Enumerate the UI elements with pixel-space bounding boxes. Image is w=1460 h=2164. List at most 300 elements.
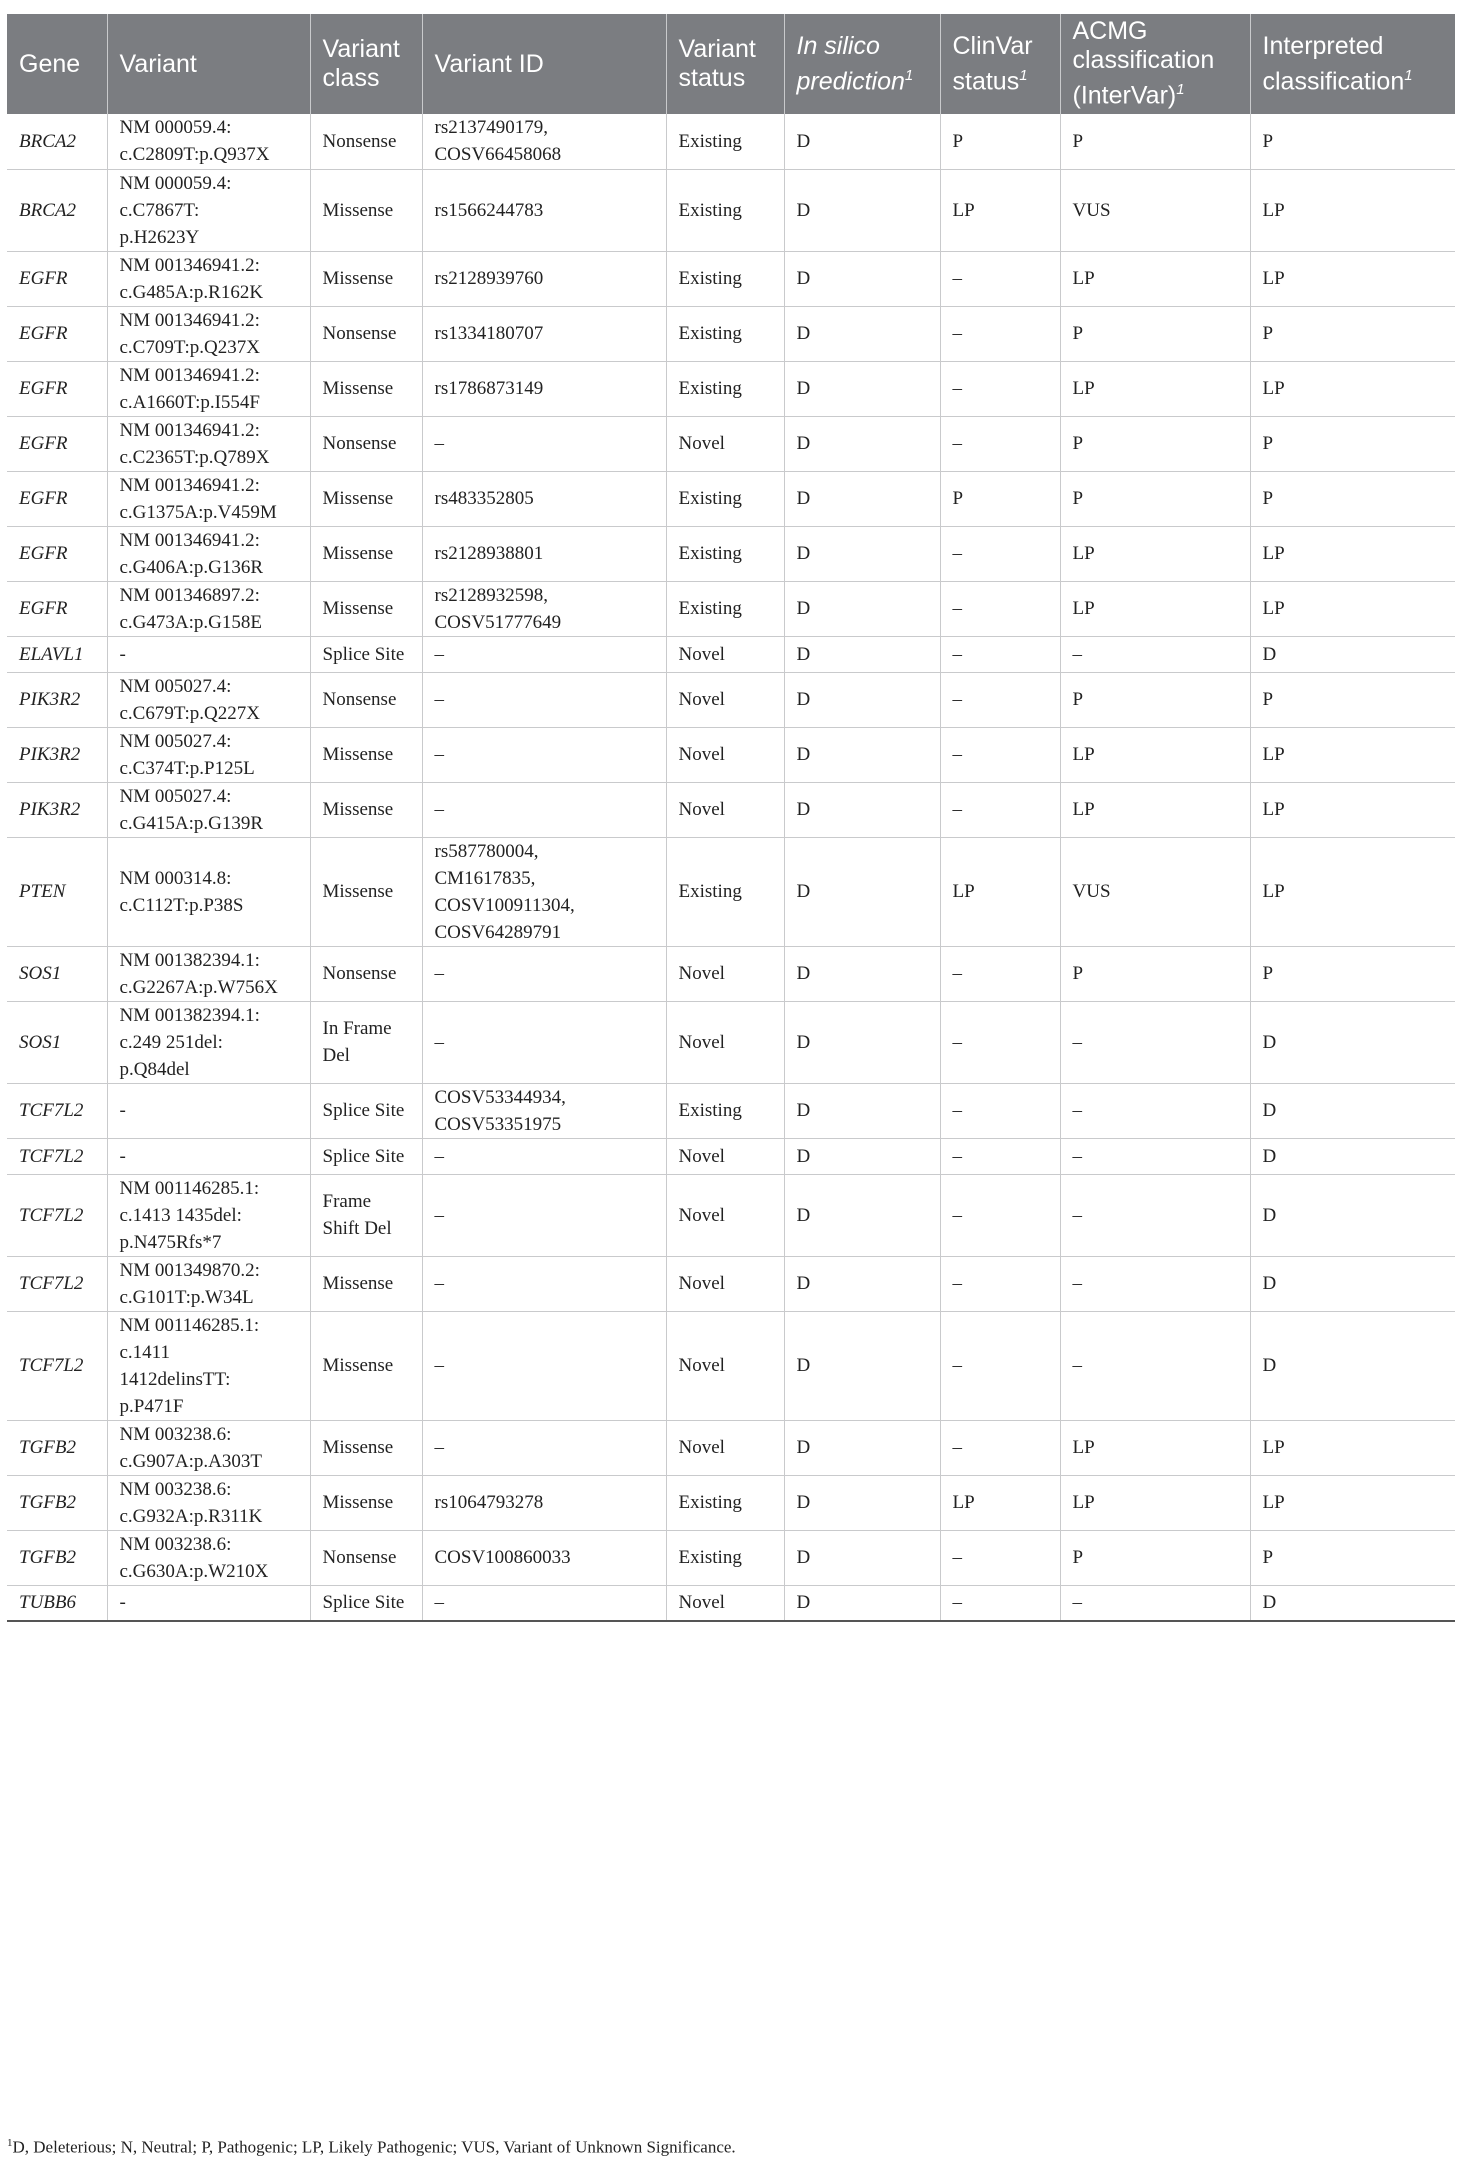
variant-cell (107, 169, 310, 251)
gene-cell: EGFR (7, 251, 107, 306)
variant-id-cell (422, 1420, 666, 1475)
variant-id-cell-line: – (434, 744, 444, 765)
gene-cell: PIK3R2 (7, 727, 107, 782)
variant-cell-line: - (119, 1592, 126, 1614)
variant-status-cell: Existing (666, 361, 784, 416)
variant-id-cell (422, 1256, 666, 1311)
gene-cell: EGFR (7, 416, 107, 471)
variant-cell-line: - (119, 643, 126, 665)
clinvar-cell: – (940, 636, 1060, 672)
variant-id-cell (422, 1530, 666, 1585)
variant-cell (107, 581, 310, 636)
acmg-cell: – (1060, 1585, 1250, 1621)
variant-id-cell-line: – (434, 643, 444, 665)
variant-class-cell-line: Missense (322, 488, 394, 509)
variant-cell-line: - (119, 1100, 126, 1121)
acmg-cell: P (1060, 416, 1250, 471)
variant-id-cell-line: – (434, 689, 444, 710)
variant-class-cell-line: Missense (322, 1437, 394, 1458)
variant-class-cell (310, 1138, 422, 1174)
acmg-cell: P (1060, 306, 1250, 361)
header-variant: Variant (107, 14, 310, 114)
variant-cell-line: c.1411 (119, 1341, 170, 1363)
variant-status-cell: Existing (666, 169, 784, 251)
variant-cell-line: c.G101T:p.W34L (119, 1286, 254, 1308)
variant-class-cell (310, 1420, 422, 1475)
variant-status-cell: Novel (666, 727, 784, 782)
variant-class-cell (310, 1001, 422, 1083)
variant-cell-line: NM 005027.4: (119, 730, 232, 752)
variant-status-cell: Novel (666, 672, 784, 727)
clinvar-cell: – (940, 251, 1060, 306)
variant-cell-line: NM 005027.4: (119, 675, 232, 697)
variant-cell-line: p.P471F (119, 1395, 184, 1417)
interpreted-cell: D (1250, 636, 1455, 672)
header-variant-status: Variant status (666, 14, 784, 114)
in-silico-cell: D (784, 782, 940, 837)
clinvar-cell: LP (940, 837, 1060, 946)
variant-status-cell: Novel (666, 636, 784, 672)
variant-id-cell (422, 1311, 666, 1420)
clinvar-cell: – (940, 306, 1060, 361)
interpreted-cell: P (1250, 416, 1455, 471)
gene-cell: TCF7L2 (7, 1256, 107, 1311)
table-row (7, 416, 1455, 471)
acmg-cell: P (1060, 672, 1250, 727)
variant-class-cell (310, 471, 422, 526)
variant-cell-line: NM 005027.4: (119, 785, 232, 807)
in-silico-cell: D (784, 1311, 940, 1420)
variant-cell-line: c.A1660T:p.I554F (119, 391, 260, 413)
acmg-cell: LP (1060, 526, 1250, 581)
variant-cell (107, 471, 310, 526)
variant-status-cell: Existing (666, 526, 784, 581)
clinvar-cell: P (940, 471, 1060, 526)
variant-class-cell-line: Missense (322, 268, 394, 289)
clinvar-cell: – (940, 782, 1060, 837)
variant-id-cell (422, 471, 666, 526)
gene-cell: PIK3R2 (7, 782, 107, 837)
interpreted-cell: P (1250, 471, 1455, 526)
variant-cell-line: c.G415A:p.G139R (119, 812, 264, 834)
in-silico-cell: D (784, 1083, 940, 1138)
variant-class-cell-line: Frame (322, 1191, 372, 1212)
variant-cell-line: NM 003238.6: (119, 1478, 232, 1500)
variant-cell-line: c.C709T:p.Q237X (119, 336, 260, 358)
clinvar-cell: LP (940, 169, 1060, 251)
header-clinvar: ClinVar status$^1$ (940, 14, 1060, 114)
variant-cell (107, 526, 310, 581)
variant-class-cell-line: Nonsense (322, 130, 397, 152)
variant-class-cell-line: Splice Site (322, 1145, 405, 1167)
variant-status-cell: Novel (666, 1585, 784, 1621)
table-row (7, 782, 1455, 837)
in-silico-cell: D (784, 471, 940, 526)
variant-id-cell (422, 361, 666, 416)
acmg-cell: P (1060, 1530, 1250, 1585)
variant-id-cell-line: – (434, 1592, 444, 1614)
variant-id-cell (422, 1138, 666, 1174)
variant-class-cell (310, 837, 422, 946)
acmg-cell: – (1060, 1311, 1250, 1420)
variant-class-cell (310, 1256, 422, 1311)
table-row (7, 169, 1455, 251)
variant-class-cell-line: Nonsense (322, 323, 397, 344)
acmg-cell: – (1060, 1001, 1250, 1083)
acmg-cell: LP (1060, 361, 1250, 416)
table-row (7, 581, 1455, 636)
interpreted-cell: D (1250, 1174, 1455, 1256)
variant-cell-line: c.C112T:p.P38S (119, 894, 244, 916)
variant-class-cell (310, 946, 422, 1001)
variant-id-cell-line: rs1566244783 (434, 199, 544, 221)
variant-class-cell-line: Missense (322, 1355, 394, 1376)
header-variant-class: Variant class (310, 14, 422, 114)
acmg-cell: – (1060, 1083, 1250, 1138)
table-row (7, 1174, 1455, 1256)
variant-cell (107, 1311, 310, 1420)
variant-cell-line: NM 001346941.2: (119, 254, 260, 276)
acmg-cell: LP (1060, 1475, 1250, 1530)
variant-cell-line: c.G1375A:p.V459M (119, 501, 277, 523)
table-row (7, 636, 1455, 672)
gene-cell: BRCA2 (7, 114, 107, 169)
variant-status-cell: Novel (666, 416, 784, 471)
table-row (7, 672, 1455, 727)
variant-class-cell (310, 636, 422, 672)
variant-status-cell: Novel (666, 1420, 784, 1475)
clinvar-cell: – (940, 1001, 1060, 1083)
in-silico-cell: D (784, 1585, 940, 1621)
acmg-cell: P (1060, 114, 1250, 169)
table-row (7, 526, 1455, 581)
table-row (7, 727, 1455, 782)
variant-class-cell (310, 672, 422, 727)
variant-class-cell (310, 1475, 422, 1530)
variant-cell-line: NM 001382394.1: (119, 1004, 260, 1026)
variant-status-cell: Existing (666, 1083, 784, 1138)
clinvar-cell: LP (940, 1475, 1060, 1530)
gene-cell: ELAVL1 (7, 636, 107, 672)
table-footnote: $^1$D, Deleterious; N, Neutral; P, Pathogenic; LP, Likely Pathogenic; VUS, Variant of Unknown Significance. (7, 2137, 736, 2157)
variant-class-cell-line: In Frame (322, 1018, 392, 1039)
variant-status-cell: Novel (666, 1138, 784, 1174)
in-silico-cell: D (784, 1174, 940, 1256)
variant-cell-line: c.C2365T:p.Q789X (119, 446, 270, 468)
variant-cell-line: 1412delinsTT: (119, 1368, 231, 1390)
variant-id-cell-line: – (434, 1355, 444, 1376)
header-in-silico: In silico prediction$^1$ (784, 14, 940, 114)
gene-cell: EGFR (7, 581, 107, 636)
clinvar-cell: – (940, 1083, 1060, 1138)
variant-class-cell (310, 727, 422, 782)
acmg-cell: LP (1060, 1420, 1250, 1475)
interpreted-cell: LP (1250, 361, 1455, 416)
interpreted-cell: D (1250, 1083, 1455, 1138)
clinvar-cell: – (940, 672, 1060, 727)
variant-class-cell (310, 1530, 422, 1585)
variant-id-cell (422, 837, 666, 946)
clinvar-cell: – (940, 581, 1060, 636)
variant-cell-line: NM 001346941.2: (119, 419, 260, 441)
in-silico-cell: D (784, 727, 940, 782)
clinvar-cell: – (940, 727, 1060, 782)
variant-id-cell-line: COSV100860033 (434, 1547, 571, 1568)
in-silico-cell: D (784, 1001, 940, 1083)
variant-cell-line: NM 003238.6: (119, 1533, 232, 1555)
variant-cell (107, 946, 310, 1001)
header-acmg: ACMG classification (InterVar)$^1$ (1060, 14, 1250, 114)
variant-cell-line: NM 001346941.2: (119, 309, 260, 331)
variant-class-cell-line: Shift Del (322, 1218, 392, 1239)
variant-class-cell (310, 782, 422, 837)
table-row (7, 1530, 1455, 1585)
variant-status-cell: Novel (666, 1174, 784, 1256)
variant-cell-line: NM 001346941.2: (119, 474, 260, 496)
variant-id-cell-line: – (434, 1145, 444, 1167)
interpreted-cell: LP (1250, 1420, 1455, 1475)
variant-cell (107, 727, 310, 782)
variant-status-cell: Novel (666, 1311, 784, 1420)
variant-cell (107, 1174, 310, 1256)
gene-cell: TCF7L2 (7, 1174, 107, 1256)
acmg-cell: LP (1060, 782, 1250, 837)
table-row (7, 114, 1455, 169)
clinvar-cell: P (940, 114, 1060, 169)
clinvar-cell: – (940, 526, 1060, 581)
variant-status-cell: Existing (666, 1475, 784, 1530)
variant-id-cell (422, 1174, 666, 1256)
acmg-cell: – (1060, 1174, 1250, 1256)
variant-id-cell (422, 1585, 666, 1621)
variant-id-cell (422, 1083, 666, 1138)
variant-id-cell (422, 946, 666, 1001)
variant-cell (107, 306, 310, 361)
variant-cell-line: p.N475Rfs*7 (119, 1231, 222, 1253)
variant-cell (107, 1256, 310, 1311)
interpreted-cell: P (1250, 1530, 1455, 1585)
interpreted-cell: LP (1250, 251, 1455, 306)
gene-cell: TCF7L2 (7, 1138, 107, 1174)
variant-cell (107, 636, 310, 672)
variant-status-cell: Novel (666, 946, 784, 1001)
interpreted-cell: LP (1250, 837, 1455, 946)
acmg-cell: LP (1060, 581, 1250, 636)
variant-status-cell: Existing (666, 251, 784, 306)
variant-cell (107, 416, 310, 471)
clinvar-cell: – (940, 1256, 1060, 1311)
gene-cell: TGFB2 (7, 1530, 107, 1585)
variant-cell (107, 1530, 310, 1585)
variant-class-cell (310, 306, 422, 361)
interpreted-cell: LP (1250, 169, 1455, 251)
variant-cell-line: c.C374T:p.P125L (119, 757, 255, 779)
in-silico-cell: D (784, 1256, 940, 1311)
variant-class-cell-line: Splice Site (322, 1100, 405, 1121)
variant-status-cell: Existing (666, 471, 784, 526)
variant-id-cell-line: – (434, 433, 444, 454)
variant-class-cell (310, 361, 422, 416)
gene-cell: TUBB6 (7, 1585, 107, 1621)
in-silico-cell: D (784, 361, 940, 416)
variant-id-cell-line: rs587780004, (434, 840, 539, 862)
variant-cell-line: - (119, 1145, 126, 1167)
variant-cell (107, 251, 310, 306)
interpreted-cell: LP (1250, 1475, 1455, 1530)
variant-id-cell-line: rs1064793278 (434, 1492, 544, 1513)
variant-id-cell-line: rs2128938801 (434, 543, 544, 564)
acmg-cell: LP (1060, 251, 1250, 306)
in-silico-cell: D (784, 837, 940, 946)
variant-status-cell: Novel (666, 1256, 784, 1311)
variant-class-cell (310, 526, 422, 581)
clinvar-cell: – (940, 1530, 1060, 1585)
gene-cell: BRCA2 (7, 169, 107, 251)
gene-cell: EGFR (7, 471, 107, 526)
header-gene: Gene (7, 14, 107, 114)
variant-class-cell (310, 1083, 422, 1138)
variant-cell-line: NM 000314.8: (119, 867, 232, 889)
variant-cell (107, 672, 310, 727)
variant-status-cell: Existing (666, 837, 784, 946)
variant-id-cell-line: rs2137490179, (434, 117, 548, 139)
variant-cell-line: c.C2809T:p.Q937X (119, 144, 270, 166)
variant-cell-line: NM 003238.6: (119, 1423, 232, 1445)
variant-cell-line: NM 001349870.2: (119, 1259, 260, 1281)
gene-cell: SOS1 (7, 1001, 107, 1083)
table-row (7, 837, 1455, 946)
variant-id-cell-line: CM1617835, (434, 867, 536, 889)
variant-cell-line: c.G907A:p.A303T (119, 1450, 262, 1472)
in-silico-cell: D (784, 1138, 940, 1174)
variant-cell-line: NM 001146285.1: (119, 1314, 260, 1336)
variant-class-cell (310, 416, 422, 471)
table-row (7, 306, 1455, 361)
variant-status-cell: Novel (666, 782, 784, 837)
variant-class-cell-line: Missense (322, 378, 394, 399)
variant-id-cell-line: rs1786873149 (434, 378, 544, 399)
interpreted-cell: P (1250, 306, 1455, 361)
variant-cell-line: c.G932A:p.R311K (119, 1505, 263, 1527)
interpreted-cell: D (1250, 1585, 1455, 1621)
clinvar-cell: – (940, 361, 1060, 416)
variant-class-cell (310, 1174, 422, 1256)
variant-cell (107, 1138, 310, 1174)
variant-class-cell-line: Splice Site (322, 643, 405, 665)
variant-id-cell (422, 727, 666, 782)
gene-cell: SOS1 (7, 946, 107, 1001)
variant-status-cell: Existing (666, 114, 784, 169)
clinvar-cell: – (940, 1585, 1060, 1621)
variant-id-cell (422, 636, 666, 672)
variant-id-cell-line: COSV66458068 (434, 144, 562, 166)
interpreted-cell: P (1250, 114, 1455, 169)
variant-cell-line: NM 001346941.2: (119, 364, 260, 386)
interpreted-cell: LP (1250, 526, 1455, 581)
variant-id-cell-line: – (434, 1204, 444, 1226)
gene-cell: PIK3R2 (7, 672, 107, 727)
clinvar-cell: – (940, 946, 1060, 1001)
in-silico-cell: D (784, 1530, 940, 1585)
variant-id-cell (422, 581, 666, 636)
variant-id-cell (422, 169, 666, 251)
variant-class-cell-line: Missense (322, 1273, 394, 1294)
variant-cell-line: c.249 251del: (119, 1031, 223, 1053)
variant-cell-line: c.G406A:p.G136R (119, 556, 264, 578)
variant-cell-line: NM 001346897.2: (119, 584, 260, 606)
table-row (7, 1311, 1455, 1420)
variant-cell-line: p.H2623Y (119, 226, 200, 248)
variant-class-cell-line: Missense (322, 799, 394, 820)
variant-id-cell-line: – (434, 1031, 444, 1053)
header-row (7, 14, 1455, 114)
clinvar-cell: – (940, 1420, 1060, 1475)
gene-cell: TCF7L2 (7, 1083, 107, 1138)
variant-class-cell-line: Del (322, 1045, 350, 1066)
table-row (7, 1256, 1455, 1311)
acmg-cell: P (1060, 471, 1250, 526)
variant-cell-line: p.Q84del (119, 1058, 190, 1080)
in-silico-cell: D (784, 672, 940, 727)
gene-cell: EGFR (7, 306, 107, 361)
clinvar-cell: – (940, 1174, 1060, 1256)
variant-cell (107, 1475, 310, 1530)
variant-status-cell: Existing (666, 581, 784, 636)
variant-cell (107, 782, 310, 837)
variant-table-container (7, 14, 1455, 1622)
gene-cell: TCF7L2 (7, 1311, 107, 1420)
variant-id-cell (422, 251, 666, 306)
in-silico-cell: D (784, 251, 940, 306)
variant-cell (107, 1001, 310, 1083)
variant-status-cell: Existing (666, 1530, 784, 1585)
table-body (7, 114, 1455, 1621)
variant-class-cell (310, 169, 422, 251)
interpreted-cell: D (1250, 1256, 1455, 1311)
clinvar-cell: – (940, 1138, 1060, 1174)
interpreted-cell: P (1250, 672, 1455, 727)
variant-cell-line: NM 001346941.2: (119, 529, 260, 551)
variant-cell-line: NM 000059.4: (119, 172, 232, 194)
variant-cell (107, 837, 310, 946)
clinvar-cell: – (940, 416, 1060, 471)
variant-status-cell: Existing (666, 306, 784, 361)
gene-cell: TGFB2 (7, 1420, 107, 1475)
in-silico-cell: D (784, 1475, 940, 1530)
variant-cell (107, 361, 310, 416)
variant-class-cell-line: Missense (322, 881, 394, 902)
interpreted-cell: D (1250, 1138, 1455, 1174)
in-silico-cell: D (784, 526, 940, 581)
variant-cell-line: NM 001382394.1: (119, 949, 260, 971)
variant-class-cell-line: Missense (322, 744, 394, 765)
variant-class-cell (310, 251, 422, 306)
variant-cell (107, 114, 310, 169)
table-row (7, 361, 1455, 416)
in-silico-cell: D (784, 581, 940, 636)
variant-id-cell-line: – (434, 799, 444, 820)
interpreted-cell: P (1250, 946, 1455, 1001)
acmg-cell: – (1060, 1256, 1250, 1311)
variant-class-cell-line: Missense (322, 543, 394, 564)
variant-id-cell (422, 782, 666, 837)
variant-id-cell-line: rs2128932598, (434, 584, 548, 606)
acmg-cell: VUS (1060, 837, 1250, 946)
interpreted-cell: D (1250, 1311, 1455, 1420)
gene-cell: EGFR (7, 526, 107, 581)
gene-cell: TGFB2 (7, 1475, 107, 1530)
in-silico-cell: D (784, 306, 940, 361)
